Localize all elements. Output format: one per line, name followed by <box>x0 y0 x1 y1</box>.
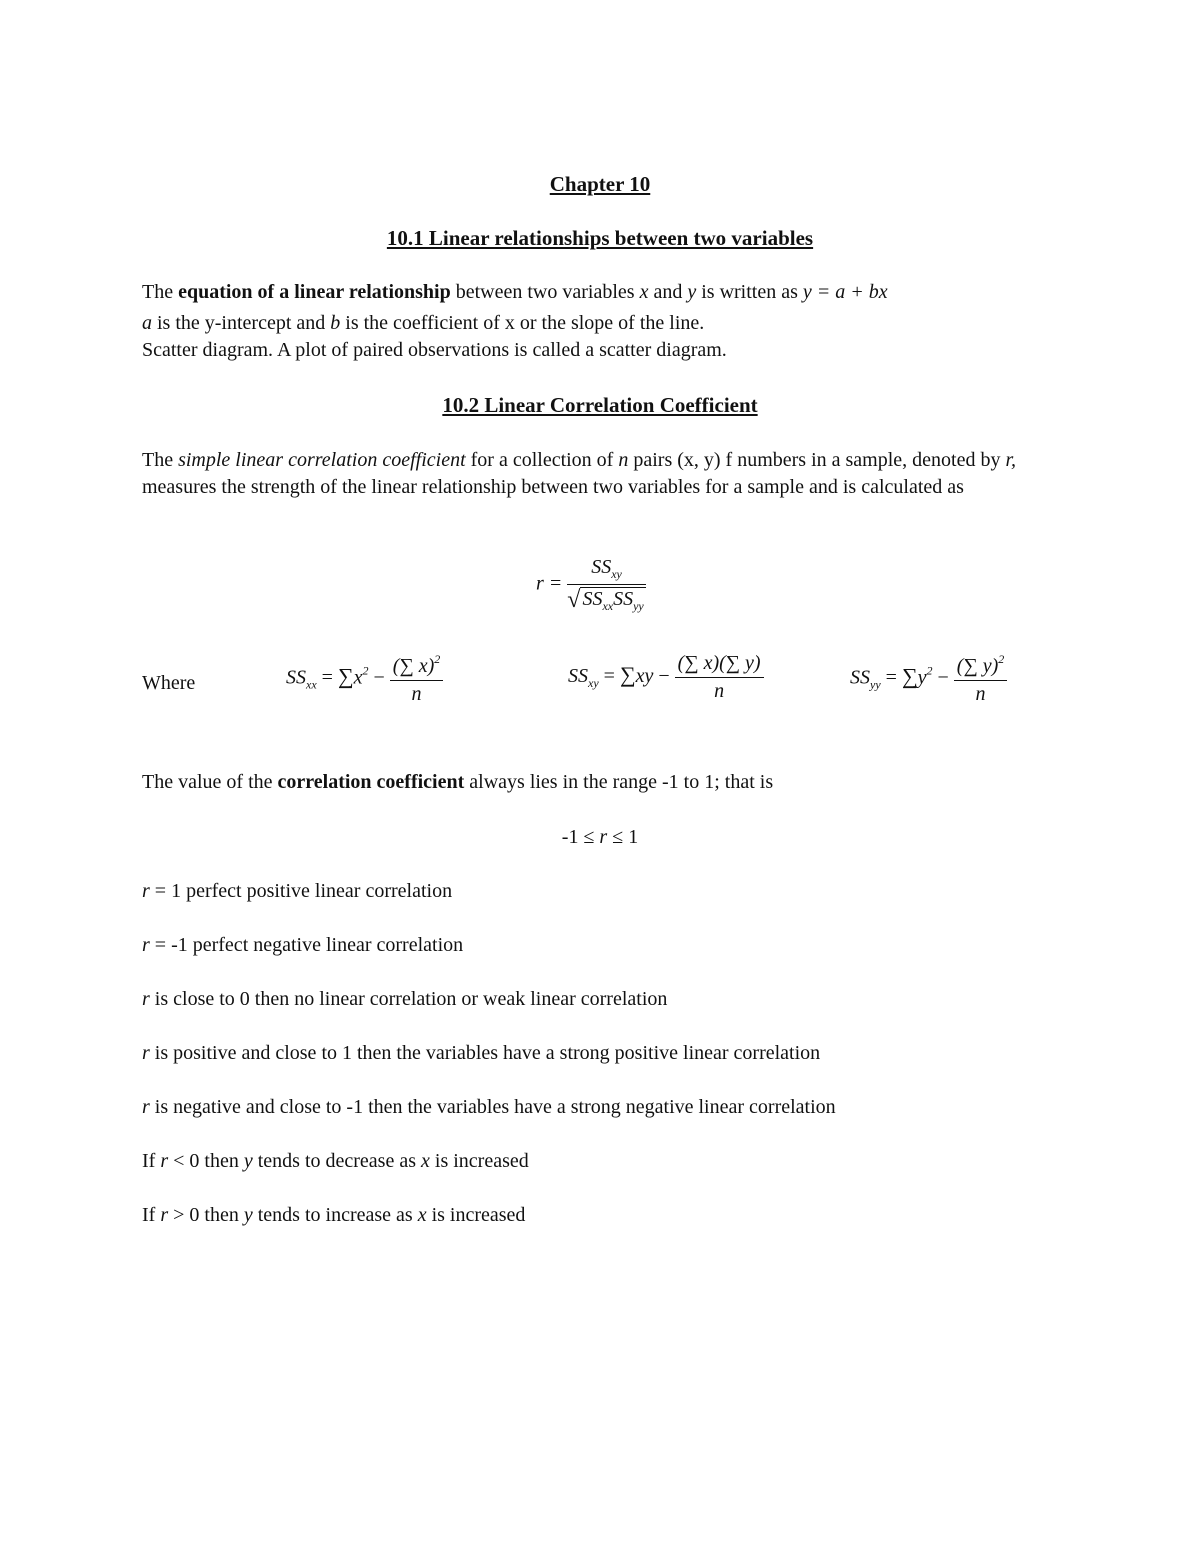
r-numerator <box>567 556 645 585</box>
var-x: x <box>639 281 649 303</box>
var-n: n <box>618 449 629 471</box>
rule-line <box>142 988 667 1011</box>
text: is increased <box>426 1204 526 1226</box>
var-y: y <box>243 1150 253 1172</box>
var-r: r, <box>1005 449 1017 471</box>
section-1-heading: 10.1 Linear relationships between two variables <box>386 226 814 250</box>
var-b: b <box>330 312 341 334</box>
num: (∑ x) <box>392 655 435 677</box>
text: is written as <box>696 281 803 303</box>
minus: − <box>932 666 949 689</box>
ssxx-formula <box>286 652 443 706</box>
rule-line <box>142 934 463 957</box>
var-y: y <box>687 281 697 303</box>
sub: xx <box>602 599 614 613</box>
ssxy-fraction <box>675 652 764 703</box>
var-r: r <box>142 880 150 902</box>
equals: = <box>316 666 338 689</box>
var-r: r <box>142 988 150 1010</box>
text: is the y-intercept and <box>152 312 331 334</box>
var-r: r <box>160 1204 169 1226</box>
scatter-diagram-line: Scatter diagram. A plot of paired observations is called a scatter diagram. <box>142 339 727 361</box>
text: is increased <box>429 1150 529 1172</box>
term: xy <box>635 665 654 688</box>
rule-text: is negative and close to -1 then the variables have a strong negative linear correlation <box>149 1096 836 1118</box>
ss: SS <box>850 666 870 689</box>
r-fraction <box>567 556 645 614</box>
text: -1 ≤ <box>561 826 600 848</box>
sup: 2 <box>926 663 933 678</box>
ss: SS <box>286 666 306 689</box>
if-negative-line <box>142 1150 529 1173</box>
sub: xy <box>611 567 622 581</box>
text: The <box>142 449 179 471</box>
text: If <box>142 1204 161 1226</box>
text: measures the strength of the linear relationship between two variables for a sample and is calculated as <box>142 476 964 498</box>
text: for a collection of <box>465 449 619 471</box>
sup: 2 <box>998 652 1005 666</box>
var-r: r <box>142 934 150 956</box>
ssyy-formula <box>850 652 1007 706</box>
ssyy-fraction <box>954 652 1007 706</box>
var-r: r <box>160 1150 169 1172</box>
linear-equation-line <box>142 281 888 304</box>
term-bold: equation of a linear relationship <box>178 281 451 303</box>
text: The value of the <box>142 771 278 793</box>
sum-symbol: ∑ <box>337 663 354 689</box>
rule-text: is close to 0 then no linear correlation or weak linear correlation <box>149 988 668 1010</box>
var-y: y <box>243 1204 253 1226</box>
ssxx-fraction <box>390 652 443 706</box>
minus: − <box>653 665 670 688</box>
minus: − <box>368 666 385 689</box>
sup: 2 <box>362 663 369 678</box>
text: > 0 then <box>168 1204 244 1226</box>
var-x: x <box>421 1150 430 1172</box>
numerator <box>390 652 443 681</box>
text: always lies in the range -1 to 1; that is <box>464 771 774 793</box>
denominator: n <box>714 680 725 702</box>
sum-symbol: ∑ <box>901 663 918 689</box>
definition-paragraph <box>142 447 1062 501</box>
denominator: n <box>975 683 986 705</box>
ss: SS <box>591 556 612 578</box>
sub: yy <box>633 599 644 613</box>
sub: xx <box>306 677 317 692</box>
var-x: x <box>417 1204 427 1226</box>
rule-line <box>142 1096 836 1119</box>
ss: SS <box>613 588 634 610</box>
r-lhs: r = <box>536 572 563 595</box>
rule-line <box>142 880 452 903</box>
rule-line <box>142 1042 820 1065</box>
range-inequality <box>0 826 1200 849</box>
radicand <box>580 587 645 613</box>
var-r: r <box>142 1096 150 1118</box>
text: tends to decrease as <box>252 1150 421 1172</box>
text: is the coefficient of x or the slope of the line. <box>340 312 705 334</box>
chapter-title: Chapter 10 <box>549 172 651 196</box>
text: ≤ 1 <box>607 826 639 848</box>
intercept-line <box>142 312 704 335</box>
if-positive-line <box>142 1204 525 1227</box>
r-denominator <box>567 585 645 614</box>
radical-sign: √ <box>567 587 581 613</box>
var-r: r <box>599 826 608 848</box>
where-label: Where <box>142 672 196 694</box>
linear-equation: y = a + bx <box>802 281 888 303</box>
equals: = <box>598 665 620 688</box>
ss: SS <box>582 588 603 610</box>
term-italic: simple linear correlation coefficient <box>178 449 466 471</box>
term: y <box>917 666 927 689</box>
section-2-heading: 10.2 Linear Correlation Coefficient <box>442 393 758 417</box>
term-bold: correlation coefficient <box>277 771 465 793</box>
sub: yy <box>870 677 881 692</box>
sum-symbol: ∑ <box>619 662 636 688</box>
text: The <box>142 281 179 303</box>
text: tends to increase as <box>252 1204 418 1226</box>
range-line <box>142 771 773 794</box>
denominator: n <box>411 683 422 705</box>
rule-text: = 1 perfect positive linear correlation <box>149 880 453 902</box>
sqrt <box>567 587 645 614</box>
numerator <box>954 652 1007 681</box>
sub: xy <box>588 676 599 691</box>
equals: = <box>880 666 902 689</box>
num: (∑ y) <box>956 655 999 677</box>
rule-text: is positive and close to 1 then the variables have a strong positive linear correlation <box>149 1042 821 1064</box>
numerator: (∑ x)(∑ y) <box>675 652 764 678</box>
term: x <box>353 666 363 689</box>
var-a: a <box>142 312 152 334</box>
text: between two variables <box>450 281 640 303</box>
ss: SS <box>568 665 588 688</box>
text: pairs (x, y) f numbers in a sample, denoted by <box>628 449 1006 471</box>
text: If <box>142 1150 161 1172</box>
r-formula <box>536 556 646 614</box>
text: and <box>648 281 688 303</box>
text: < 0 then <box>168 1150 244 1172</box>
var-r: r <box>142 1042 150 1064</box>
sup: 2 <box>434 652 441 666</box>
rule-text: = -1 perfect negative linear correlation <box>149 934 464 956</box>
ssxy-formula <box>568 652 764 703</box>
